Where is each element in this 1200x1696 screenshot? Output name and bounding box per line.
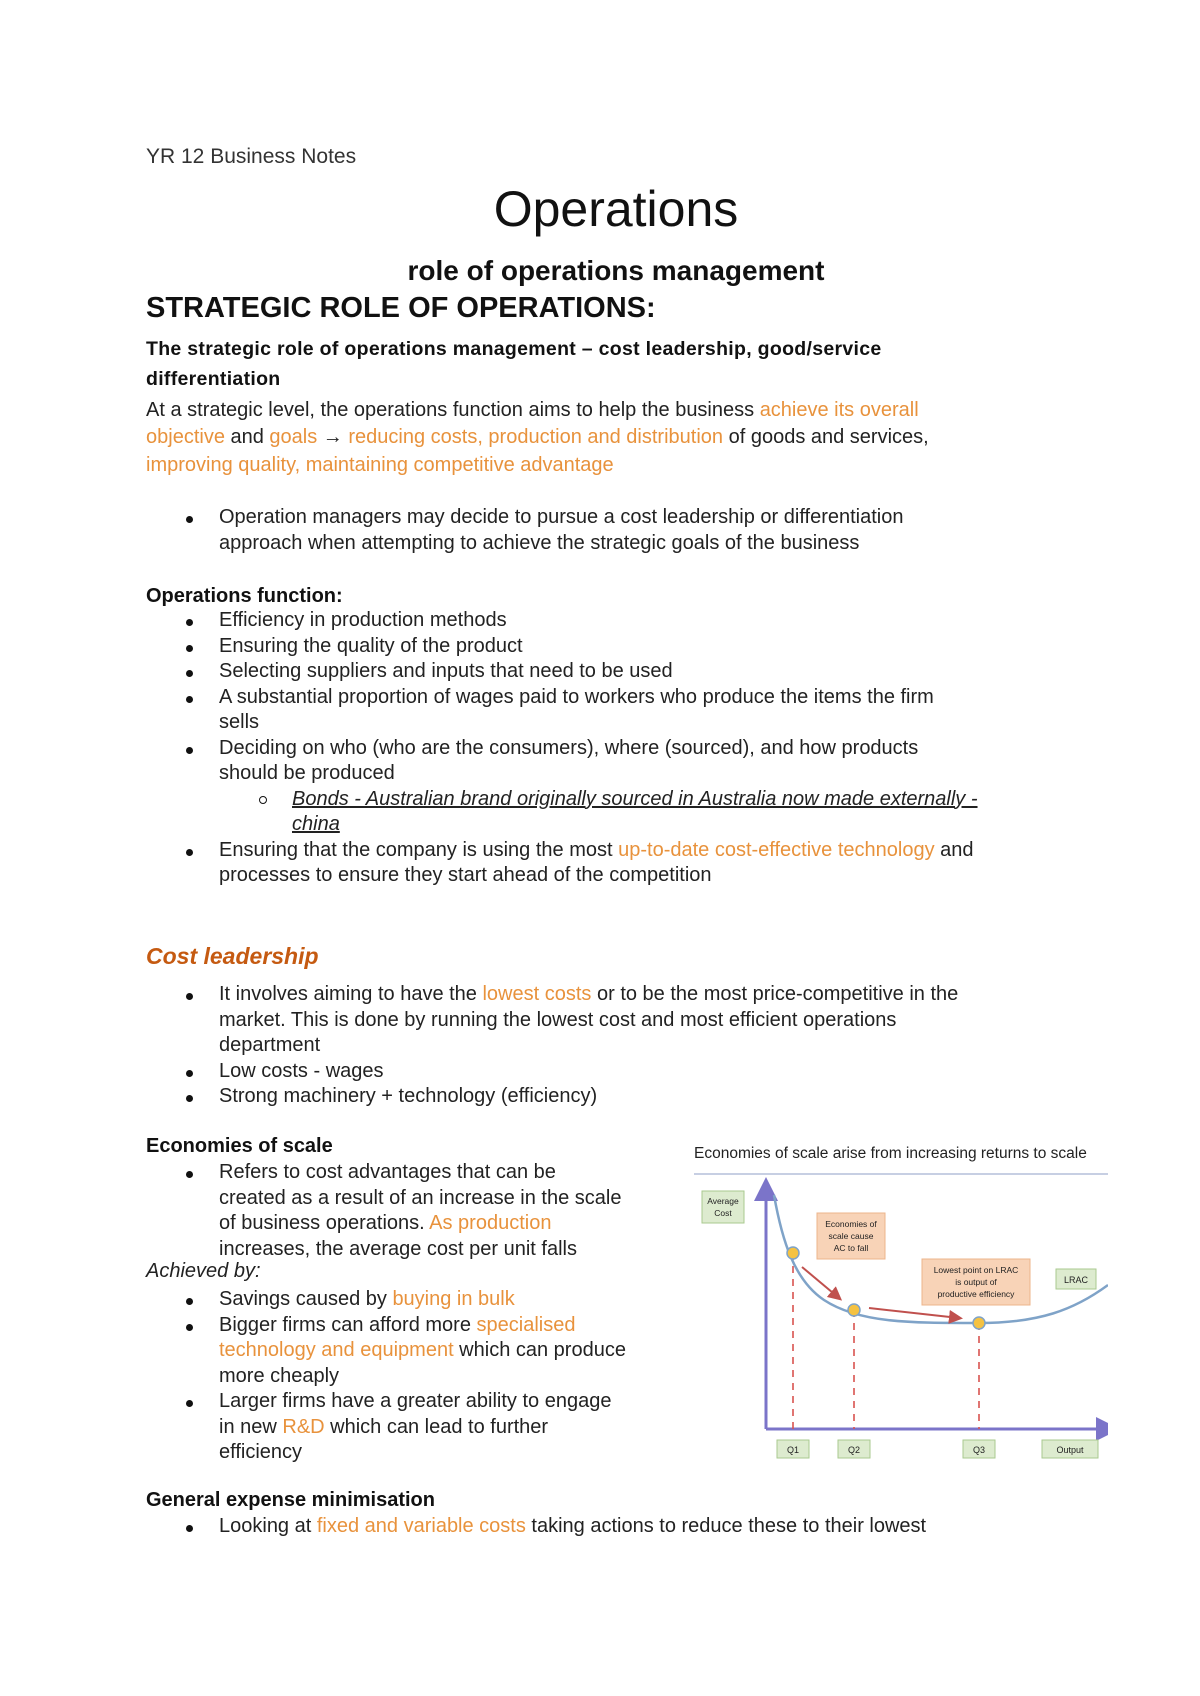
section-heading: STRATEGIC ROLE OF OPERATIONS:: [146, 292, 656, 324]
diagram-svg: [694, 1145, 1108, 1460]
list-item: Ensuring the quality of the product: [146, 634, 1086, 660]
list-item-continuation: department: [219, 1034, 321, 1056]
annotation-1-line-3: AC to fall: [833, 1243, 869, 1253]
list-item: Savings caused by buying in bulk: [146, 1287, 1086, 1313]
bullet-icon: [186, 1525, 193, 1532]
q1-point: [787, 1247, 799, 1259]
list-item: Larger firms have a greater ability to engage: [146, 1389, 1086, 1415]
general-expense-heading: General expense minimisation: [146, 1489, 435, 1511]
text-run: →: [317, 426, 349, 448]
cost-leadership-heading: Cost leadership: [146, 943, 319, 969]
strategic-paragraph-line-2: [146, 423, 929, 451]
highlight-text: achieve its overall: [759, 399, 919, 421]
hollow-bullet-icon: [259, 796, 267, 804]
highlight-text: specialised: [476, 1313, 576, 1336]
text-run: of goods and services,: [723, 426, 929, 448]
highlight-text: goals: [269, 426, 318, 448]
list-item: Low costs - wages: [146, 1059, 1086, 1085]
document-label: YR 12 Business Notes: [146, 145, 357, 168]
y-axis-label-line-1: Average: [707, 1196, 739, 1206]
list-item: Bigger firms can afford more specialised: [146, 1313, 1086, 1339]
annotation-1-line-1: Economies of: [825, 1219, 877, 1229]
list-item-continuation: should be produced: [219, 762, 395, 784]
economies-of-scale-diagram: [694, 1145, 1108, 1475]
list-item-continuation: market. This is done by running the lowest cost and most efficient operations: [219, 1008, 897, 1031]
x-label-q1: Q1: [786, 1445, 800, 1455]
list-item: Selecting suppliers and inputs that need to be used: [146, 659, 1086, 685]
annotation-2-line-3: productive efficiency: [937, 1289, 1015, 1299]
strategic-lead-line-2: differentiation: [146, 368, 281, 390]
achieved-by-label: Achieved by:: [146, 1260, 261, 1282]
strategic-paragraph-line-3: improving quality, maintaining competitive advantage: [146, 454, 614, 476]
q2-point: [848, 1304, 860, 1316]
efficiency-arrow: [869, 1308, 959, 1318]
economies-of-scale-heading: Economies of scale: [146, 1135, 333, 1157]
bullet-icon: [186, 1400, 193, 1407]
bullet-icon: [186, 747, 193, 754]
sub-list-item: Bonds - Australian brand originally sourced in Australia now made externally -: [146, 787, 1086, 813]
cost-leadership-list: [146, 982, 1086, 1110]
curve-label: LRAC: [1063, 1275, 1089, 1285]
list-item-continuation: technology and equipment which can produce: [219, 1339, 626, 1361]
highlight-text: reducing costs, production and distribution: [348, 426, 724, 448]
list-item-continuation: in new R&D which can lead to further: [219, 1415, 549, 1438]
operations-function-list: [146, 608, 1086, 889]
bullet-icon: [186, 1298, 193, 1305]
highlight-text: R&D: [282, 1415, 325, 1438]
list-item-continuation: more cheaply: [219, 1364, 340, 1387]
bullet-icon: [186, 670, 193, 677]
list-item-continuation: approach when attempting to achieve the strategic goals of the business: [219, 531, 860, 554]
list-item: Refers to cost advantages that can be: [146, 1160, 1086, 1186]
x-label-q2: Q2: [847, 1445, 861, 1455]
bullet-icon: [186, 1070, 193, 1077]
list-item: A substantial proportion of wages paid to workers who produce the items the firm: [146, 685, 1086, 711]
list-item-continuation: increases, the average cost per unit falls: [219, 1237, 577, 1260]
highlight-text: buying in bulk: [392, 1288, 515, 1310]
general-expense-list: [146, 1514, 1086, 1540]
bullet-icon: [186, 696, 193, 703]
list-item-continuation: efficiency: [219, 1441, 303, 1463]
list-item-continuation: of business operations. As production: [219, 1212, 552, 1234]
x-label-q3: Q3: [972, 1445, 986, 1455]
operations-function-heading: Operations function:: [146, 585, 343, 607]
highlight-text: As production: [429, 1212, 552, 1234]
text-run: and: [224, 426, 270, 448]
strategic-paragraph-line-1: [146, 396, 919, 424]
highlight-text: technology and equipment: [219, 1339, 454, 1361]
list-item: Ensuring that the company is using the most up-to-date cost-effective technology and: [146, 838, 1086, 864]
strategic-lead-line-1: The strategic role of operations management – cost leadership, good/service: [146, 338, 882, 360]
list-item: Strong machinery + technology (efficiency): [146, 1084, 1086, 1110]
x-label-output: Output: [1056, 1445, 1084, 1455]
bullet-icon: [186, 645, 193, 652]
bullet-icon: [186, 1324, 193, 1331]
diagram-title: Economies of scale arise from increasing returns to scale: [694, 1145, 1087, 1162]
list-item: Looking at fixed and variable costs taking actions to reduce these to their lowest: [146, 1514, 1086, 1540]
falling-cost-arrow: [802, 1267, 839, 1298]
page-title: Operations: [493, 181, 739, 237]
list-item-continuation: sells: [219, 711, 260, 733]
annotation-2-line-1: Lowest point on LRAC: [933, 1265, 1019, 1275]
annotation-1-line-2: scale cause: [828, 1231, 874, 1241]
list-item-continuation: processes to ensure they start ahead of the competition: [219, 864, 712, 886]
bullet-icon: [186, 516, 193, 523]
y-axis-label-line-2: Cost: [714, 1208, 732, 1218]
list-item: Efficiency in production methods: [146, 608, 1086, 634]
highlight-text: up-to-date cost-effective technology: [618, 838, 935, 861]
sub-list-item-continuation: china: [292, 813, 340, 835]
bullet-icon: [186, 993, 193, 1000]
strategic-bullet-list: [146, 505, 1086, 556]
highlight-text: objective: [146, 426, 225, 448]
page-subtitle: role of operations management: [407, 255, 825, 286]
list-item: It involves aiming to have the lowest costs or to be the most price-competitive in the: [146, 982, 1086, 1008]
annotation-2-line-2: is output of: [955, 1277, 997, 1287]
bullet-icon: [186, 619, 193, 626]
list-item: Operation managers may decide to pursue a cost leadership or differentiation: [146, 505, 1086, 531]
bullet-icon: [186, 1171, 193, 1178]
highlight-text: fixed and variable costs: [316, 1515, 526, 1537]
bullet-icon: [186, 1095, 193, 1102]
list-item: Deciding on who (who are the consumers), where (sourced), and how products: [146, 736, 1086, 762]
bullet-icon: [186, 849, 193, 856]
highlight-text: lowest costs: [482, 983, 592, 1005]
text-run: At a strategic level, the operations function aims to help the business: [146, 399, 760, 421]
q3-point: [973, 1317, 985, 1329]
list-item-continuation: created as a result of an increase in the scale: [219, 1186, 622, 1209]
